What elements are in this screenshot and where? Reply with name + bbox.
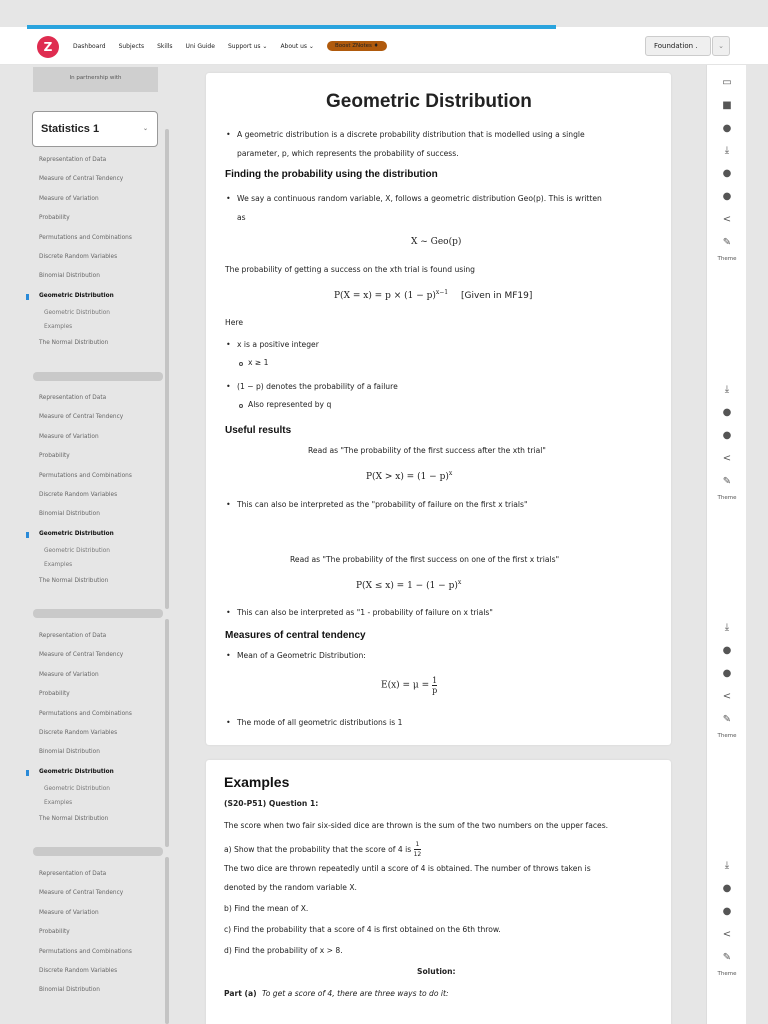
topic-geometric[interactable]: Geometric Distribution (39, 525, 167, 544)
article-card (206, 73, 671, 745)
bullet: • (226, 651, 231, 660)
download-icon[interactable]: ⤓ (724, 622, 730, 633)
section-divider (33, 847, 163, 856)
share-icon[interactable]: < (722, 929, 732, 940)
bullet: • (226, 382, 231, 391)
formula-pmf (334, 289, 532, 301)
main-nav (73, 41, 400, 51)
body-text: Mean of a Geometric Distribution: (237, 651, 366, 660)
question-text: d) Find the probability of x > 8. (224, 946, 343, 955)
part-a-label: Part (a) (224, 989, 257, 998)
formula-gt-main: P(X > x) = (1 − p) (366, 472, 449, 482)
topic-probability[interactable]: Probability (39, 215, 70, 222)
formula-le-main: P(X ≤ x) = 1 − (1 − p) (356, 581, 458, 591)
numerator: 1 (415, 841, 420, 848)
topic-representation[interactable]: Representation of Data (39, 395, 107, 401)
nav-dashboard[interactable]: Dashboard (73, 42, 106, 50)
topic-probability[interactable]: Probability (39, 929, 70, 936)
formula-mean (381, 676, 437, 695)
chevron-down-icon: ⌄ (142, 126, 148, 132)
topic-binomial[interactable]: Binomial Distribution (39, 987, 100, 994)
theme-label[interactable]: Theme (717, 495, 737, 501)
body-text: This can also be interpreted as "1 - probability of failure on x trials" (237, 608, 493, 617)
monitor-icon[interactable]: ▭ (722, 77, 732, 88)
level-select[interactable]: Foundation . (645, 36, 711, 56)
znotes-logo[interactable]: Z (37, 36, 59, 58)
question-text: The two dice are thrown repeatedly until a score of 4 is obtained. The number of throws taken is (224, 864, 591, 873)
subtopic-examples[interactable]: Examples (44, 562, 73, 569)
denominator: 12 (413, 851, 422, 858)
pen-icon[interactable]: ✎ (722, 952, 732, 963)
topic-central-tendency[interactable]: Measure of Central Tendency (39, 176, 124, 183)
topic-central-tendency[interactable]: Measure of Central Tendency (39, 652, 124, 659)
partner-banner: In partnership with (33, 67, 158, 92)
body-text: x is a positive integer (237, 340, 319, 349)
formula-le-exponent: x (457, 579, 462, 586)
pen-icon[interactable]: ✎ (722, 237, 732, 248)
right-toolbar (706, 65, 746, 1024)
theme-label[interactable]: Theme (717, 971, 737, 977)
body-text: as (237, 213, 246, 222)
share-icon[interactable]: < (722, 453, 732, 464)
info-icon[interactable]: ● (722, 906, 732, 917)
nav-skills[interactable]: Skills (157, 42, 173, 50)
numerator: 1 (432, 676, 438, 685)
page-title: Geometric Distribution (326, 91, 532, 112)
formula-gt-exponent: x (448, 470, 453, 477)
question-text (224, 840, 421, 859)
theme-label[interactable]: Theme (717, 256, 737, 262)
topic-probability[interactable]: Probability (39, 691, 70, 698)
bullet: • (226, 718, 231, 727)
share-icon[interactable]: < (722, 214, 732, 225)
boost-znotes-button[interactable]: Boost ZNotes ♦ (327, 41, 387, 51)
formula-pmf-exponent: x−1 (435, 289, 449, 296)
info-icon[interactable]: ● (722, 191, 732, 202)
download-icon[interactable]: ⤓ (724, 860, 730, 871)
download-icon[interactable]: ⤓ (724, 145, 730, 156)
topic-central-tendency[interactable]: Measure of Central Tendency (39, 414, 124, 421)
topic-representation[interactable]: Representation of Data (39, 871, 107, 877)
topic-drv[interactable]: Discrete Random Variables (39, 491, 118, 498)
topic-binomial[interactable]: Binomial Distribution (39, 273, 100, 280)
topic-normal[interactable]: The Normal Distribution (39, 340, 109, 347)
topic-central-tendency[interactable]: Measure of Central Tendency (39, 890, 124, 897)
topic-geometric[interactable]: Geometric Distribution (39, 287, 167, 306)
body-text: The probability of getting a success on the xth trial is found using (225, 265, 475, 274)
topic-permutations[interactable]: Permutations and Combinations (39, 948, 132, 955)
body-text: Here (225, 318, 244, 327)
formula-pmf-main: P(X = x) = p × (1 − p) (334, 291, 436, 301)
intro-text: A geometric distribution is a discrete probability distribution that is modelled using a single (237, 130, 585, 139)
topic-list (39, 865, 167, 1001)
bullet: • (226, 340, 231, 349)
solution-label: Solution: (417, 967, 456, 976)
section-divider (33, 609, 163, 618)
topic-list (39, 627, 167, 830)
section-heading: Measures of central tendency (225, 630, 366, 641)
section-heading: Finding the probability using the distribution (225, 169, 438, 180)
examples-card (206, 760, 671, 1024)
topic-binomial[interactable]: Binomial Distribution (39, 749, 100, 756)
question-text: c) Find the probability that a score of 4 is first obtained on the 6th throw. (224, 925, 501, 934)
topic-variation[interactable]: Measure of Variation (39, 671, 99, 678)
subtopic-examples[interactable]: Examples (44, 800, 73, 807)
intro-text: parameter, p, which represents the probability of success. (237, 149, 459, 158)
topic-normal[interactable]: The Normal Distribution (39, 578, 109, 585)
topic-list (39, 389, 167, 592)
download-icon[interactable]: ⤓ (724, 384, 730, 395)
topic-permutations[interactable]: Permutations and Combinations (39, 710, 132, 717)
body-text: The mode of all geometric distributions is 1 (237, 718, 403, 727)
formula-gt (366, 470, 452, 482)
examples-heading: Examples (224, 774, 290, 790)
question-text: denoted by the random variable X. (224, 883, 357, 892)
formula-le (356, 579, 461, 591)
discord-icon[interactable]: ● (722, 123, 732, 134)
subtopic-geometric[interactable]: Geometric Distribution (44, 786, 110, 793)
topic-representation[interactable]: Representation of Data (39, 633, 107, 639)
sub-bullet (239, 404, 243, 408)
topic-permutations[interactable]: Permutations and Combinations (39, 234, 132, 241)
topic-normal[interactable]: The Normal Distribution (39, 816, 109, 823)
copy-icon[interactable]: ● (722, 407, 732, 418)
question-part-a: a) Show that the probability that the score of 4 is (224, 845, 412, 854)
topic-drv[interactable]: Discrete Random Variables (39, 967, 118, 974)
topic-drv[interactable]: Discrete Random Variables (39, 253, 118, 260)
copy-icon[interactable]: ● (722, 883, 732, 894)
question-text: The score when two fair six-sided dice are thrown is the sum of the two numbers on the upper faces. (224, 821, 609, 830)
topic-variation[interactable]: Measure of Variation (39, 909, 99, 916)
question-text: b) Find the mean of X. (224, 904, 309, 913)
topic-permutations[interactable]: Permutations and Combinations (39, 472, 132, 479)
formula-mean-main: E(x) = μ = (381, 680, 430, 691)
body-text: x ≥ 1 (248, 358, 269, 367)
copy-icon[interactable]: ● (722, 168, 732, 179)
solution-text (224, 989, 449, 998)
subtopic-examples[interactable]: Examples (44, 324, 73, 331)
body-text: Also represented by q (248, 400, 332, 409)
info-icon[interactable]: ● (722, 430, 732, 441)
nav-uni-guide[interactable]: Uni Guide (185, 42, 215, 50)
nav-subjects[interactable]: Subjects (118, 42, 145, 50)
subtopic-geometric[interactable]: Geometric Distribution (44, 310, 110, 317)
sidebar (25, 65, 173, 1024)
subject-select[interactable] (32, 111, 158, 147)
nav-about-us[interactable]: About us ⌄ (280, 42, 314, 50)
question-label: (S20-P51) Question 1: (224, 799, 319, 808)
bullet: • (226, 608, 231, 617)
topic-variation[interactable]: Measure of Variation (39, 195, 99, 202)
topic-representation[interactable]: Representation of Data (39, 157, 107, 163)
part-a-text: To get a score of 4, there are three ways to do it: (262, 989, 449, 998)
fraction (414, 840, 422, 859)
body-text: (1 − p) denotes the probability of a failure (237, 382, 398, 391)
topic-list (39, 151, 167, 354)
bullet: • (226, 194, 231, 203)
fraction (432, 676, 437, 695)
subject-label: Statistics 1 (41, 123, 100, 135)
chevron-down-icon[interactable]: ⌄ (712, 36, 730, 56)
copy-icon[interactable]: ● (722, 645, 732, 656)
share-icon[interactable]: < (722, 691, 732, 702)
body-text: This can also be interpreted as the "probability of failure on the first x trials" (237, 500, 528, 509)
topic-variation[interactable]: Measure of Variation (39, 433, 99, 440)
pen-icon[interactable]: ✎ (722, 476, 732, 487)
topic-geometric[interactable]: Geometric Distribution (39, 763, 167, 782)
pen-icon[interactable]: ✎ (722, 714, 732, 725)
formula-geo: X ~ Geo(p) (411, 237, 462, 247)
subtopic-geometric[interactable]: Geometric Distribution (44, 548, 110, 555)
bullet: • (226, 500, 231, 509)
denominator: p (432, 686, 438, 695)
reading-progress-bar (27, 25, 556, 29)
body-text: Read as "The probability of the first success after the xth trial" (308, 446, 546, 455)
body-text: We say a continuous random variable, X, follows a geometric distribution Geo(p). This is written (237, 194, 602, 203)
nav-support-us[interactable]: Support us ⌄ (227, 42, 268, 50)
mf19-note: [Given in MF19] (461, 291, 533, 301)
info-icon[interactable]: ● (722, 668, 732, 679)
bullet: • (226, 130, 231, 139)
body-text: Read as "The probability of the first success on one of the first x trials" (290, 555, 560, 564)
sub-bullet (239, 362, 243, 366)
topic-binomial[interactable]: Binomial Distribution (39, 511, 100, 518)
topic-drv[interactable]: Discrete Random Variables (39, 729, 118, 736)
folder-icon[interactable]: ■ (722, 100, 732, 111)
topic-probability[interactable]: Probability (39, 453, 70, 460)
section-divider (33, 372, 163, 381)
section-heading: Useful results (225, 425, 292, 436)
theme-label[interactable]: Theme (717, 733, 737, 739)
